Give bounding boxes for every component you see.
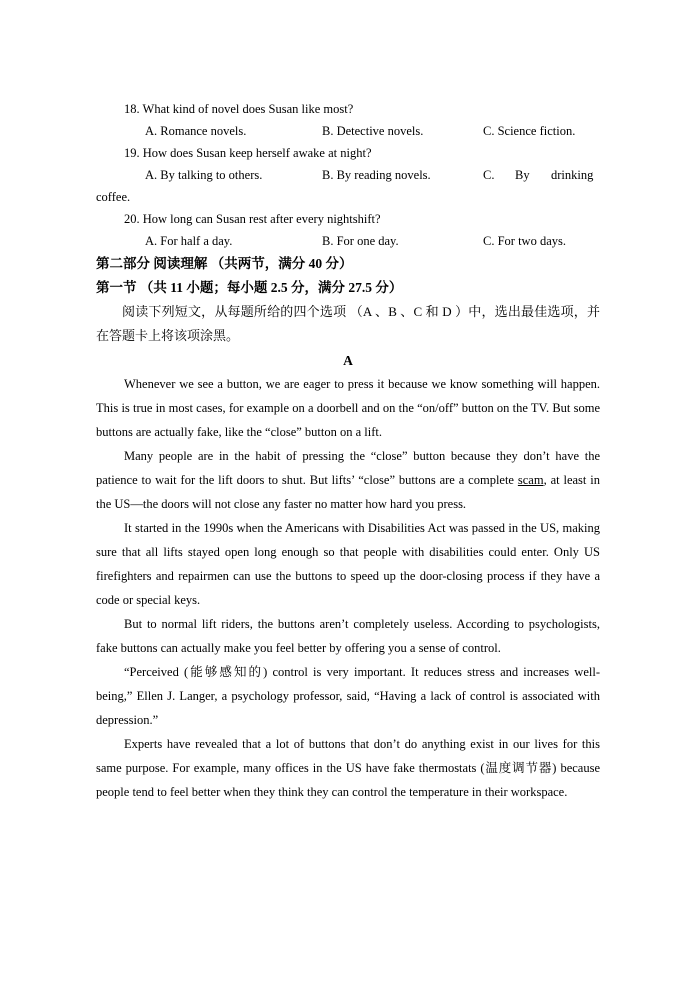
passage-paragraph-5: “Perceived (能够感知的) control is very important. It reduces stress and increases well-being,” Ellen J. Langer, a psychology professor, said, “Having a lack of control is associated with depression.” bbox=[96, 665, 600, 727]
question-18-option-b: B. Detective novels. bbox=[322, 124, 424, 138]
question-19-option-a: A. By talking to others. bbox=[145, 168, 263, 182]
question-18-option-a: A. Romance novels. bbox=[145, 124, 247, 138]
part2-instructions: 阅读下列短文，从每题所给的四个选项 （A 、B 、C 和 D ）中，选出最佳选项，并在答题卡上将该项涂黑。 bbox=[96, 304, 600, 343]
question-20-option-b: B. For one day. bbox=[322, 234, 399, 248]
question-20-stem: 20. How long can Susan rest after every nightshift? bbox=[124, 212, 381, 226]
passage-paragraph-3: It started in the 1990s when the Americans with Disabilities Act was passed in the US, making sure that all lifts stayed open long enough so that people with disabilities could enter. Only US firefighters and repairmen can use the buttons to speed up the door-closing process if they have a code or special keys. bbox=[96, 521, 600, 607]
underlined-word-scam: scam bbox=[517, 473, 544, 487]
passage-body bbox=[96, 372, 600, 804]
passage-paragraph-2-part2: , at least in the US—the doors will not close any faster no matter how hard you press. bbox=[96, 473, 600, 511]
passage-paragraph-2 bbox=[96, 444, 600, 516]
question-20-option-c: C. For two days. bbox=[483, 234, 566, 248]
question-19-option-c-continuation: coffee. bbox=[96, 190, 131, 204]
part2-section1-heading: 第一节 （共 11 小题；每小题 2.5 分，满分 27.5 分） bbox=[96, 280, 403, 295]
question-20-option-a: A. For half a day. bbox=[145, 234, 233, 248]
passage-paragraph-2-part1: Many people are in the habit of pressing the “close” button because they don’t have the patience to wait for the lift doors to shut. But lifts’ “close” buttons are a complete bbox=[96, 449, 600, 487]
passage-title: A bbox=[343, 353, 353, 368]
passage-paragraph-4: But to normal lift riders, the buttons aren’t completely useless. According to psychologists, fake buttons can actually make you feel better by offering you a sense of control. bbox=[96, 617, 600, 655]
question-19-option-c-letter: C. bbox=[483, 168, 495, 182]
question-18-stem: 18. What kind of novel does Susan like most? bbox=[124, 102, 354, 116]
part2-heading: 第二部分 阅读理解 （共两节，满分 40 分） bbox=[96, 256, 353, 271]
question-19-option-c-word-drinking: drinking bbox=[551, 168, 594, 182]
question-19-option-c-word-by: By bbox=[515, 168, 530, 182]
question-19-option-b: B. By reading novels. bbox=[322, 168, 431, 182]
question-19-stem: 19. How does Susan keep herself awake at night? bbox=[124, 146, 372, 160]
question-18-option-c: C. Science fiction. bbox=[483, 124, 576, 138]
passage-paragraph-1: Whenever we see a button, we are eager to press it because we know something will happen. This is true in most cases, for example on a doorbell and on the “on/off” button on the TV. But some buttons are actually fake, like the “close” button on a lift. bbox=[96, 377, 600, 439]
passage-paragraph-6: Experts have revealed that a lot of buttons that don’t do anything exist in our lives for this same purpose. For example, many offices in the US have fake thermostats (温度调节器) because people tend to feel better when they think they can control the temperature in their workspace. bbox=[96, 737, 600, 799]
